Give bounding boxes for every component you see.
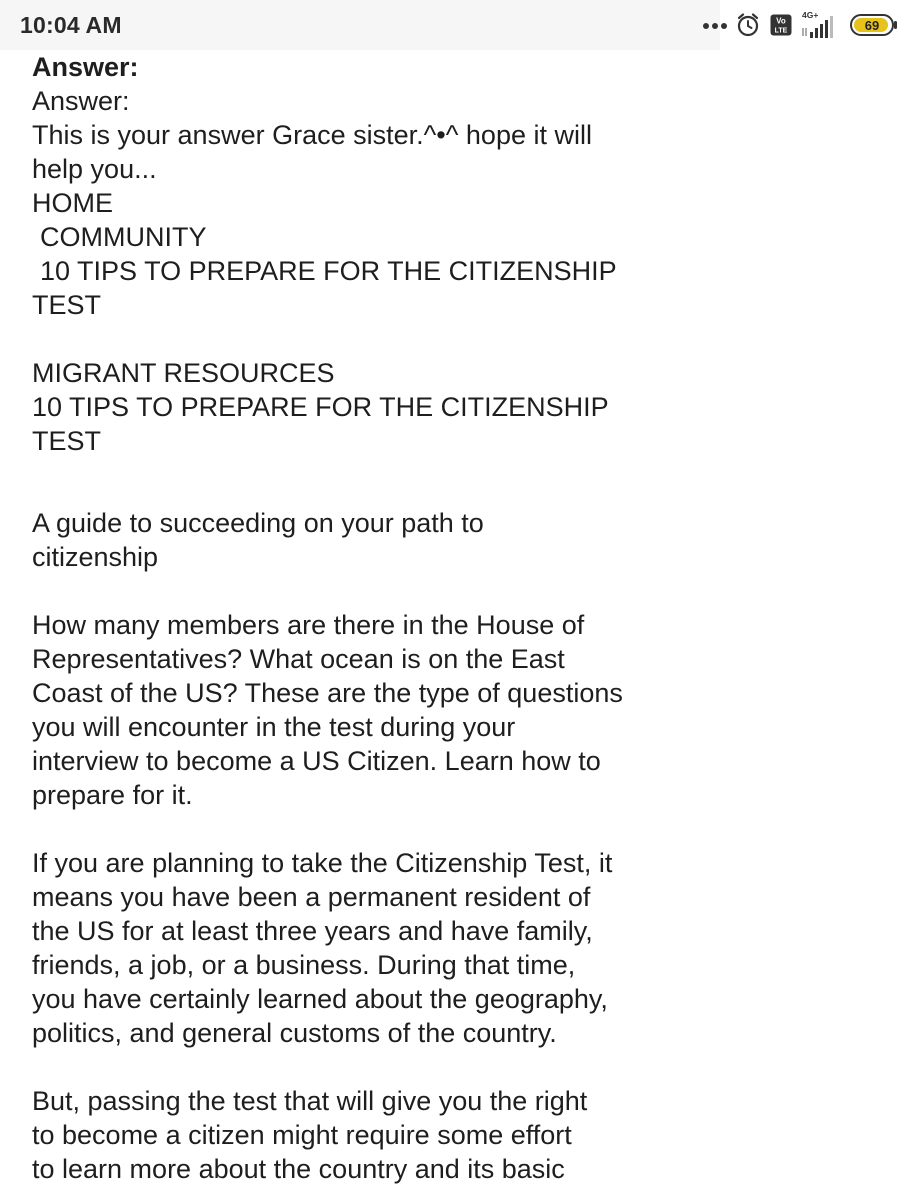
status-bar — [0, 0, 880, 50]
nav-line-home: HOME — [32, 188, 113, 218]
paragraph-line: prepare for it. — [32, 780, 193, 810]
battery-icon — [850, 14, 898, 36]
article-title-line: 10 TIPS TO PREPARE FOR THE CITIZENSHIP — [40, 256, 617, 286]
paragraph-line: But, passing the test that will give you the right — [32, 1086, 588, 1116]
paragraph-line: to become a citizen might require some effort — [32, 1120, 572, 1150]
alarm-icon — [736, 12, 760, 38]
status-time: 10:04 AM — [20, 12, 122, 38]
paragraph-line: you will encounter in the test during your — [32, 712, 516, 742]
answer-heading: Answer: — [32, 52, 139, 82]
section-line: 10 TIPS TO PREPARE FOR THE CITIZENSHIP — [32, 392, 609, 422]
paragraph-line: How many members are there in the House of — [32, 610, 585, 640]
spacer — [32, 322, 708, 356]
article-title-line: TEST — [32, 290, 102, 320]
paragraph-line: If you are planning to take the Citizenship Test, it — [32, 848, 613, 878]
paragraph-line: friends, a job, or a business. During that time, — [32, 950, 576, 980]
guide-line: A guide to succeeding on your path to — [32, 508, 484, 538]
section-line: MIGRANT RESOURCES — [32, 358, 335, 388]
paragraph-line: interview to become a US Citizen. Learn how to — [32, 746, 601, 776]
volte-label-bottom: LTE — [774, 27, 788, 35]
spacer — [32, 1050, 708, 1084]
section-line: TEST — [32, 426, 102, 456]
volte-label-top: Vo — [776, 16, 786, 26]
spacer — [32, 574, 708, 608]
paragraph-line: means you have been a permanent resident of — [32, 882, 591, 912]
nav-line-community: COMMUNITY — [40, 222, 207, 252]
answer-line: This is your answer Grace sister.^•^ hope it will — [32, 120, 592, 150]
paragraph-line: you have certainly learned about the geography, — [32, 984, 608, 1014]
signal-icon — [800, 10, 842, 40]
paragraph-line: Representatives? What ocean is on the East — [32, 644, 565, 674]
paragraph-line: politics, and general customs of the country. — [32, 1018, 557, 1048]
answer-line: Answer: — [32, 86, 130, 116]
battery-level: 69 — [864, 18, 880, 33]
paragraph-line: to learn more about the country and its basic — [32, 1154, 565, 1184]
paragraph-line: Coast of the US? These are the type of questions — [32, 678, 623, 708]
guide-line: citizenship — [32, 542, 159, 572]
spacer — [32, 812, 708, 846]
more-dots-icon — [702, 20, 728, 32]
answer-content — [32, 50, 708, 1186]
volte-icon — [770, 14, 792, 36]
answer-line: help you... — [32, 154, 157, 184]
network-label: 4G+ — [802, 10, 819, 20]
paragraph-line: the US for at least three years and have family, — [32, 916, 593, 946]
spacer — [32, 458, 708, 506]
